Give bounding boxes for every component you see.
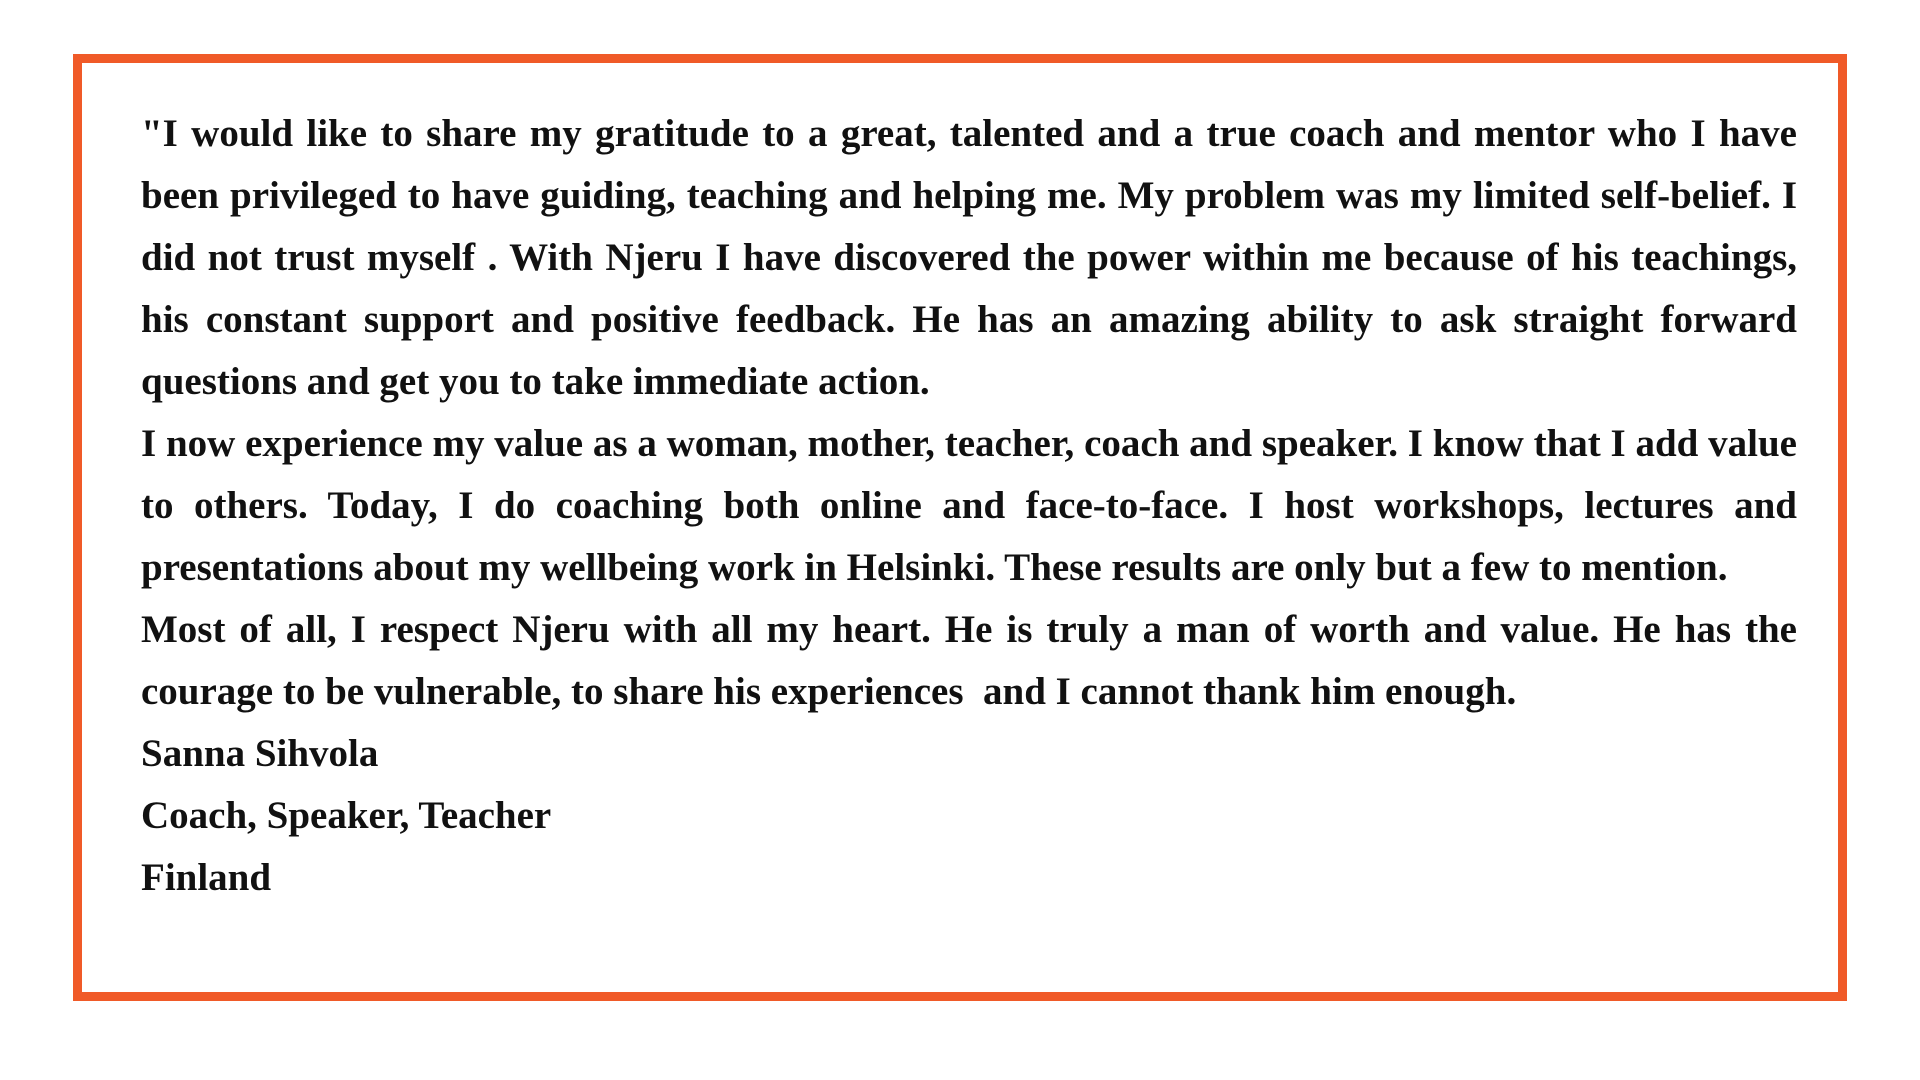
testimonial-paragraph-1: "I would like to share my gratitude to a great, talented and a true coach and mentor who I have been privileged to have guiding, teaching and helping me. My problem was my limited self-belief. I did not trust myself . With Njeru I have discovered the power within me because of his teachings, his constant support and positive feedback. He has an amazing ability to ask straight forward questions and get you to take immediate action. (141, 112, 1807, 403)
testimonial-frame (73, 54, 1847, 1001)
testimonial-paragraph-2: I now experience my value as a woman, mother, teacher, coach and speaker. I know that I add value to others. Today, I do coaching both online and face-to-face. I host workshops, lectures and presentations about my wellbeing work in Helsinki. These results are only but a few to mention. (141, 422, 1807, 589)
author-country: Finland (141, 856, 272, 899)
author-title: Coach, Speaker, Teacher (141, 794, 552, 837)
testimonial-content (141, 103, 1807, 909)
author-name: Sanna Sihvola (141, 732, 379, 775)
testimonial-paragraph-3: Most of all, I respect Njeru with all my heart. He is truly a man of worth and value. He has the courage to be vulnerable, to share his experiences and I cannot thank him enough. (141, 608, 1807, 713)
